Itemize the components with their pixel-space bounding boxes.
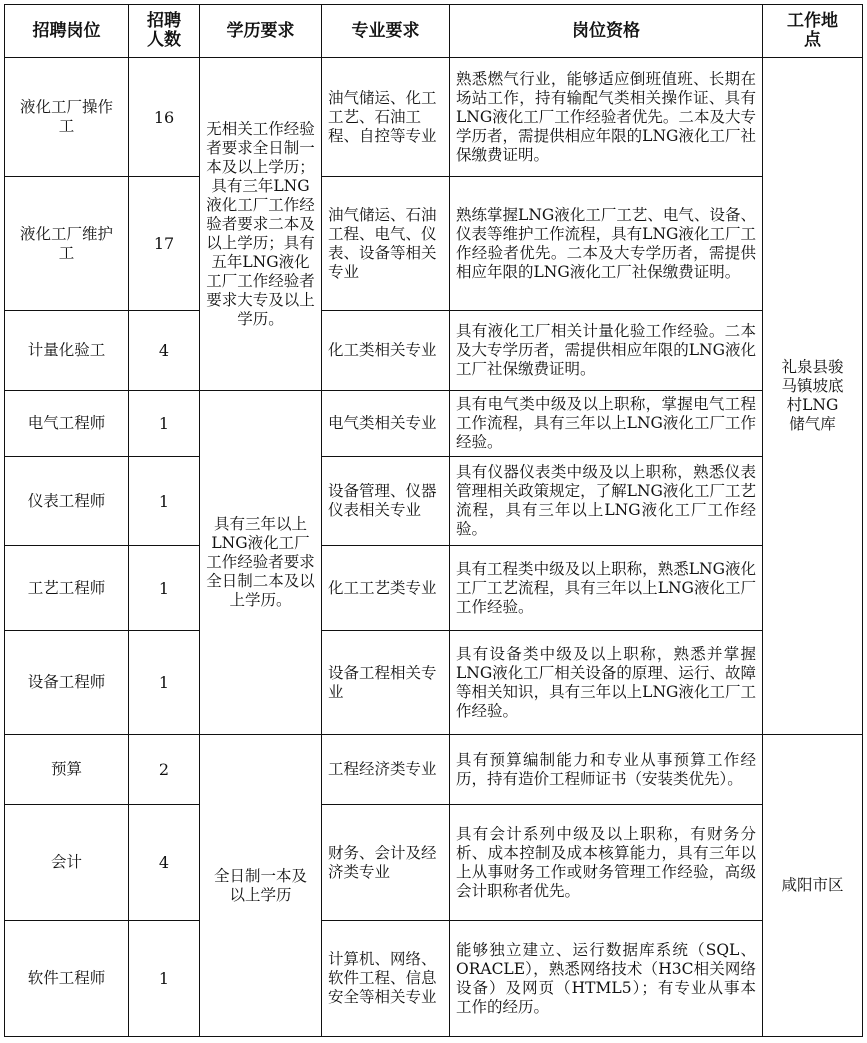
table-row bbox=[5, 546, 863, 631]
major-cell: 油气储运、石油工程、电气、仪表、设备等相关专业 bbox=[322, 177, 450, 311]
count-cell: 1 bbox=[129, 546, 200, 631]
count-cell: 16 bbox=[129, 58, 200, 177]
position-cell: 工艺工程师 bbox=[5, 546, 129, 631]
header-location: 工作地点 bbox=[763, 5, 863, 58]
table-row bbox=[5, 631, 863, 735]
position-cell: 计量化验工 bbox=[5, 311, 129, 391]
table-row bbox=[5, 805, 863, 921]
recruitment-table bbox=[4, 4, 863, 1037]
header-position: 招聘岗位 bbox=[5, 5, 129, 58]
qualification-cell: 熟练掌握LNG液化工厂工艺、电气、设备、仪表等维护工作流程，具有LNG液化工厂工作经验者优先。二本及大专学历者，需提供相应年限的LNG液化工厂社保缴费证明。 bbox=[450, 177, 763, 311]
count-cell: 2 bbox=[129, 735, 200, 805]
header-major: 专业要求 bbox=[322, 5, 450, 58]
count-cell: 4 bbox=[129, 805, 200, 921]
major-cell: 设备管理、仪器仪表相关专业 bbox=[322, 457, 450, 546]
table-row bbox=[5, 177, 863, 311]
table-row bbox=[5, 391, 863, 457]
table-row bbox=[5, 457, 863, 546]
qualification-cell: 能够独立建立、运行数据库系统（SQL、ORACLE），熟悉网络技术（H3C相关网络设备）及网页（HTML5）；有专业从事本工作的经历。 bbox=[450, 921, 763, 1037]
major-cell: 电气类相关专业 bbox=[322, 391, 450, 457]
qualification-cell: 具有工程类中级及以上职称，熟悉LNG液化工厂工艺流程，具有三年以上LNG液化工厂工作经验。 bbox=[450, 546, 763, 631]
qualification-cell: 具有设备类中级及以上职称，熟悉并掌握LNG液化工厂相关设备的原理、运行、故障等相关知识，具有三年以上LNG液化工厂工作经验。 bbox=[450, 631, 763, 735]
table-row bbox=[5, 311, 863, 391]
header-education: 学历要求 bbox=[200, 5, 322, 58]
count-cell: 1 bbox=[129, 391, 200, 457]
position-cell: 软件工程师 bbox=[5, 921, 129, 1037]
major-cell: 油气储运、化工工艺、石油工程、自控等专业 bbox=[322, 58, 450, 177]
table-row bbox=[5, 921, 863, 1037]
count-cell: 1 bbox=[129, 921, 200, 1037]
major-cell: 计算机、网络、软件工程、信息安全等相关专业 bbox=[322, 921, 450, 1037]
header-row bbox=[5, 5, 863, 58]
major-cell: 化工工艺类专业 bbox=[322, 546, 450, 631]
major-cell: 工程经济类专业 bbox=[322, 735, 450, 805]
position-cell: 预算 bbox=[5, 735, 129, 805]
qualification-cell: 具有液化工厂相关计量化验工作经验。二本及大专学历者，需提供相应年限的LNG液化工厂社保缴费证明。 bbox=[450, 311, 763, 391]
qualification-cell: 具有电气类中级及以上职称，掌握电气工程工作流程，具有三年以上LNG液化工厂工作经验。 bbox=[450, 391, 763, 457]
header-count: 招聘人数 bbox=[129, 5, 200, 58]
major-cell: 设备工程相关专业 bbox=[322, 631, 450, 735]
position-cell: 液化工厂操作工 bbox=[5, 58, 129, 177]
count-cell: 1 bbox=[129, 457, 200, 546]
count-cell: 4 bbox=[129, 311, 200, 391]
qualification-cell: 具有会计系列中级及以上职称，有财务分析、成本控制及成本核算能力，具有三年以上从事财务工作或财务管理工作经验，高级会计职称者优先。 bbox=[450, 805, 763, 921]
position-cell: 会计 bbox=[5, 805, 129, 921]
table-row bbox=[5, 735, 863, 805]
qualification-cell: 具有仪器仪表类中级及以上职称，熟悉仪表管理相关政策规定，了解LNG液化工厂工艺流程，具有三年以上LNG液化工厂工作经验。 bbox=[450, 457, 763, 546]
count-cell: 17 bbox=[129, 177, 200, 311]
location-cell: 礼泉县骏马镇坡底村LNG储气库 bbox=[763, 58, 863, 735]
position-cell: 仪表工程师 bbox=[5, 457, 129, 546]
table-row bbox=[5, 58, 863, 177]
education-cell: 具有三年以上LNG液化工厂工作经验者要求全日制二本及以上学历。 bbox=[200, 391, 322, 735]
education-cell: 全日制一本及以上学历 bbox=[200, 735, 322, 1037]
position-cell: 液化工厂维护工 bbox=[5, 177, 129, 311]
major-cell: 化工类相关专业 bbox=[322, 311, 450, 391]
education-cell: 无相关工作经验者要求全日制一本及以上学历；具有三年LNG液化工厂工作经验者要求二本及以上学历；具有五年LNG液化工厂工作经验者要求大专及以上学历。 bbox=[200, 58, 322, 391]
position-cell: 设备工程师 bbox=[5, 631, 129, 735]
qualification-cell: 熟悉燃气行业，能够适应倒班值班、长期在场站工作，持有输配气类相关操作证、具有LNG液化工厂工作经验者优先。二本及大专学历者，需提供相应年限的LNG液化工厂社保缴费证明。 bbox=[450, 58, 763, 177]
position-cell: 电气工程师 bbox=[5, 391, 129, 457]
qualification-cell: 具有预算编制能力和专业从事预算工作经历，持有造价工程师证书（安装类优先）。 bbox=[450, 735, 763, 805]
header-qualification: 岗位资格 bbox=[450, 5, 763, 58]
major-cell: 财务、会计及经济类专业 bbox=[322, 805, 450, 921]
location-cell: 咸阳市区 bbox=[763, 735, 863, 1037]
count-cell: 1 bbox=[129, 631, 200, 735]
